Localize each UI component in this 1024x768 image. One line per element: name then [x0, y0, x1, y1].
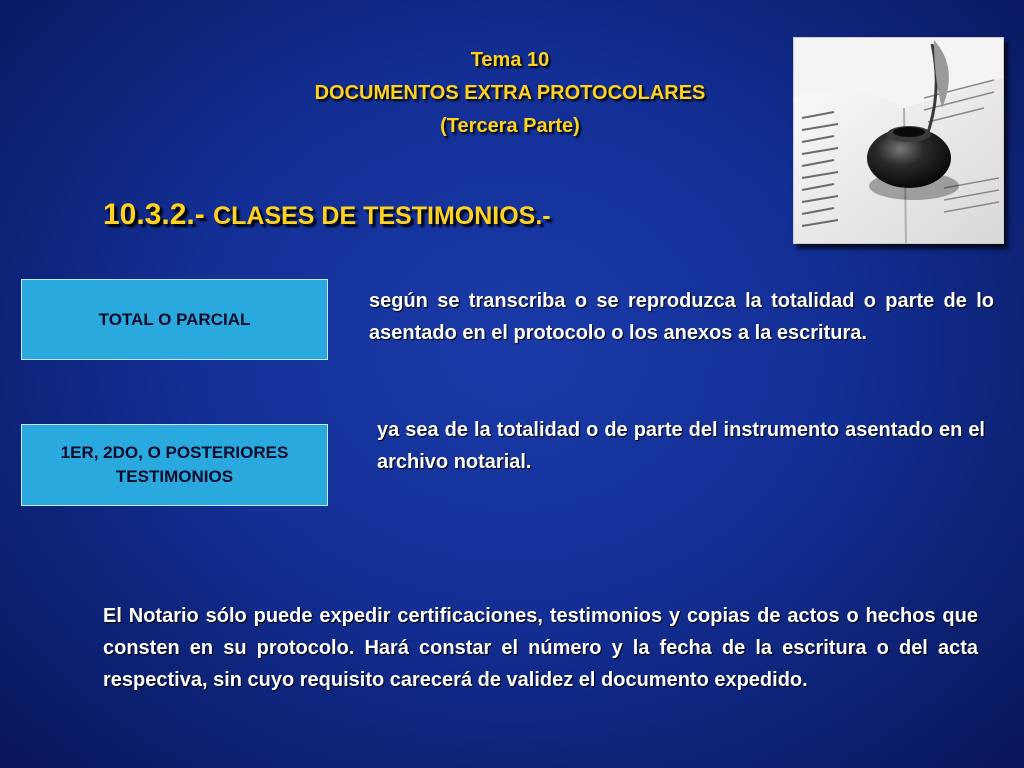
section-number: 10.3.2.- — [103, 198, 205, 231]
class-label-line1: 1ER, 2DO, O POSTERIORES — [60, 443, 289, 462]
class-label-line2: TESTIMONIOS — [115, 467, 234, 486]
class-box-total-parcial — [21, 279, 328, 360]
inkwell-quill-picture — [793, 37, 1004, 244]
inkwell-quill-illustration — [794, 38, 1003, 243]
notary-rule-paragraph: El Notario sólo puede expedir certificaciones, testimonios y copias de actos o hechos que consten en su protocolo. Hará constar el número y la fecha de la escritura o del acta respectiva, sin cuyo requisito carecerá de validez el documento expedido. — [103, 605, 978, 691]
section-heading — [103, 198, 551, 232]
title-part: (Tercera Parte) — [440, 115, 580, 137]
slide-title — [230, 44, 790, 143]
class-box-posteriores-testimonios — [21, 424, 328, 506]
class-description-total-parcial: según se transcriba o se reproduzca la totalidad o parte de lo asentado en el protocolo o los anexos a la escritura. — [369, 290, 994, 344]
title-topic: Tema 10 — [470, 49, 550, 71]
section-title: CLASES DE TESTIMONIOS.- — [213, 202, 551, 230]
title-main: DOCUMENTOS EXTRA PROTOCOLARES — [314, 82, 706, 104]
class-label: TOTAL O PARCIAL — [98, 309, 251, 329]
class-description-posteriores-testimonios: ya sea de la totalidad o de parte del instrumento asentado en el archivo notarial. — [377, 419, 985, 473]
